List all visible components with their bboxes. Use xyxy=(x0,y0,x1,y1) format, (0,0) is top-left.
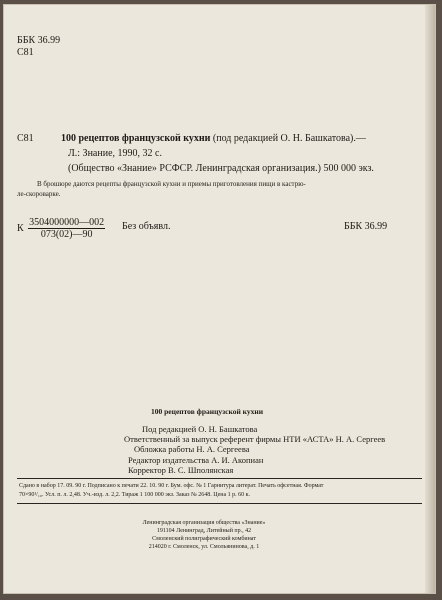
divider-bottom xyxy=(17,503,422,504)
catalog-entry-line3: (Общество «Знание» РСФСР. Ленинградская организация.) 500 000 экз. xyxy=(68,163,374,174)
classification-index xyxy=(17,217,105,240)
catalog-entry-line1 xyxy=(61,133,366,144)
technical-line1: Сдано в набор 17. 09. 90 г. Подписано к печати 22. 10. 90 г. Бум. офс. № 1 Гарнитура литерат. Печать офсетная. Формат xyxy=(19,483,324,489)
header-bbk-block xyxy=(17,35,60,59)
catalog-entry-editor: (под редакцией О. Н. Башкатова).— xyxy=(210,133,366,144)
publisher-address: 191104 Ленинград, Литейный пр., 42 xyxy=(156,528,252,534)
publisher-org: Ленинградская организация общества «Знание» xyxy=(142,520,266,526)
publisher-block xyxy=(114,519,294,551)
header-author-mark: С81 xyxy=(17,47,34,58)
technical-details xyxy=(19,482,323,499)
printer-address: 214020 г. Смоленск, ул. Смольянинова, д. 1 xyxy=(148,544,260,550)
technical-line2: 70×90¹/₁₆. Усл. п. л. 2,48. Уч.-изд. л. 2,2. Тираж 1 100 000 экз. Заказ № 2648. Цена 1 р. 60 к. xyxy=(19,491,251,498)
credit-cover: Обложка работы Н. А. Сергеева xyxy=(134,444,250,455)
imprint-title: 100 рецептов французской кухни xyxy=(151,407,264,416)
header-bbk-code: ББК 36.99 xyxy=(17,35,61,46)
page-spine-shadow xyxy=(425,5,435,593)
classification-denominator: 073(02)—90 xyxy=(40,229,93,240)
annotation-line2: ле-скороварке. xyxy=(17,190,61,198)
catalog-entry-title: 100 рецептов французской кухни xyxy=(61,133,211,144)
printer-name: Смоленский полиграфический комбинат xyxy=(152,536,256,542)
classification-letter: К xyxy=(17,223,24,234)
catalog-entry-code: С81 xyxy=(17,133,34,144)
annotation-line1: В брошюре даются рецепты французской кухни и приемы приготовления пищи в кастрю- xyxy=(37,180,306,188)
credit-proofreader: Корректор В. С. Шполянская xyxy=(128,464,234,475)
imprint-credits xyxy=(124,424,385,475)
divider-top xyxy=(17,478,422,479)
classification-fraction xyxy=(28,217,105,240)
classification-bbk: ББК 36.99 xyxy=(344,221,388,232)
credit-publishing-editor: Редактор издательства А. И. Акопиан xyxy=(128,454,264,465)
catalog-entry-line2: Л.: Знание, 1990, 32 с. xyxy=(68,148,162,159)
credit-responsible: Ответственный за выпуск референт фирмы НТИ «АСТА» Н. А. Сергеев xyxy=(124,434,386,445)
book-page xyxy=(3,4,436,594)
credit-editor: Под редакцией О. Н. Башкатова xyxy=(142,424,258,434)
classification-numerator: 3504000000—002 xyxy=(29,217,105,228)
price-note: Без объявл. xyxy=(122,221,171,232)
